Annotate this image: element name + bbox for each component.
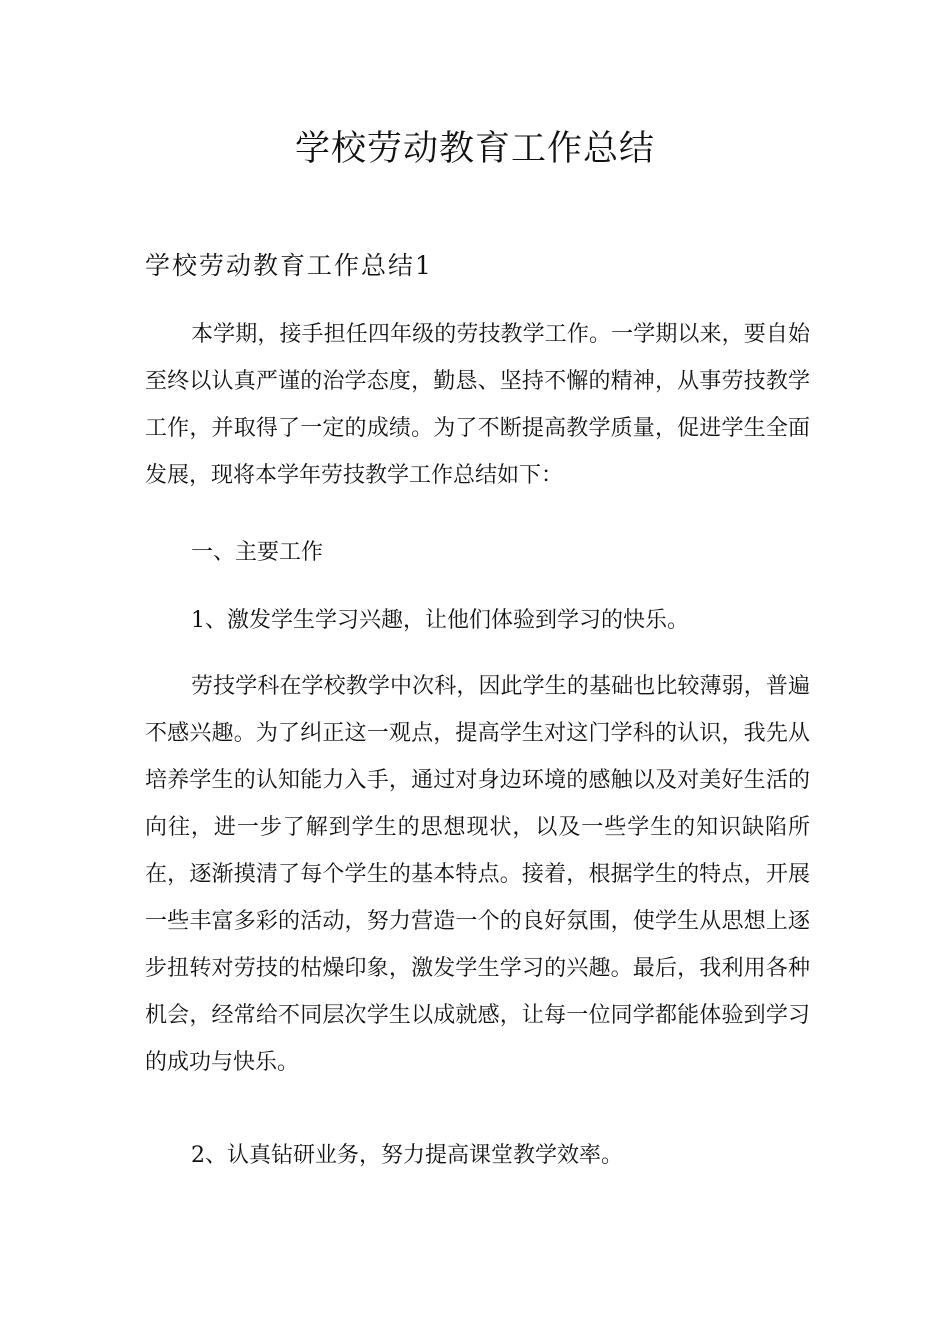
- subheading-item-1: 1、激发学生学习兴趣，让他们体验到学习的快乐。: [191, 608, 689, 633]
- paragraph-item-1-body: 劳技学科在学校教学中次科，因此学生的基础也比较薄弱，普遍不感兴趣。为了纠正这一观点，提高学生对这门学科的认识，我先从培养学生的认知能力入手，通过对身边环境的感触以及对美好生活的向往，进一步了解到学生的思想现状，以及一些学生的知识缺陷所在，逐渐摸清了每个学生的基本特点。接着，根据学生的特点，开展一些丰富多彩的活动，努力营造一个的良好氛围，使学生从思想上逐步扭转对劳技的枯燥印象，激发学生学习的兴趣。最后，我利用各种机会，经常给不同层次学生以成就感，让每一位同学都能体验到学习的成功与快乐。: [145, 674, 810, 1075]
- subheading-main-work: 一、主要工作: [191, 540, 324, 565]
- document-title: 学校劳动教育工作总结: [294, 129, 655, 169]
- paragraph-intro: 本学期，接手担任四年级的劳技教学工作。一学期以来，要自始至终以认真严谨的治学态度，勤恳、坚持不懈的精神，从事劳技教学工作，并取得了一定的成绩。为了不断提高教学质量，促进学生全面发展，现将本学年劳技教学工作总结如下：: [145, 322, 810, 488]
- section-heading: 学校劳动教育工作总结1: [145, 251, 433, 280]
- subheading-item-2: 2、认真钻研业务，努力提高课堂教学效率。: [191, 1143, 623, 1168]
